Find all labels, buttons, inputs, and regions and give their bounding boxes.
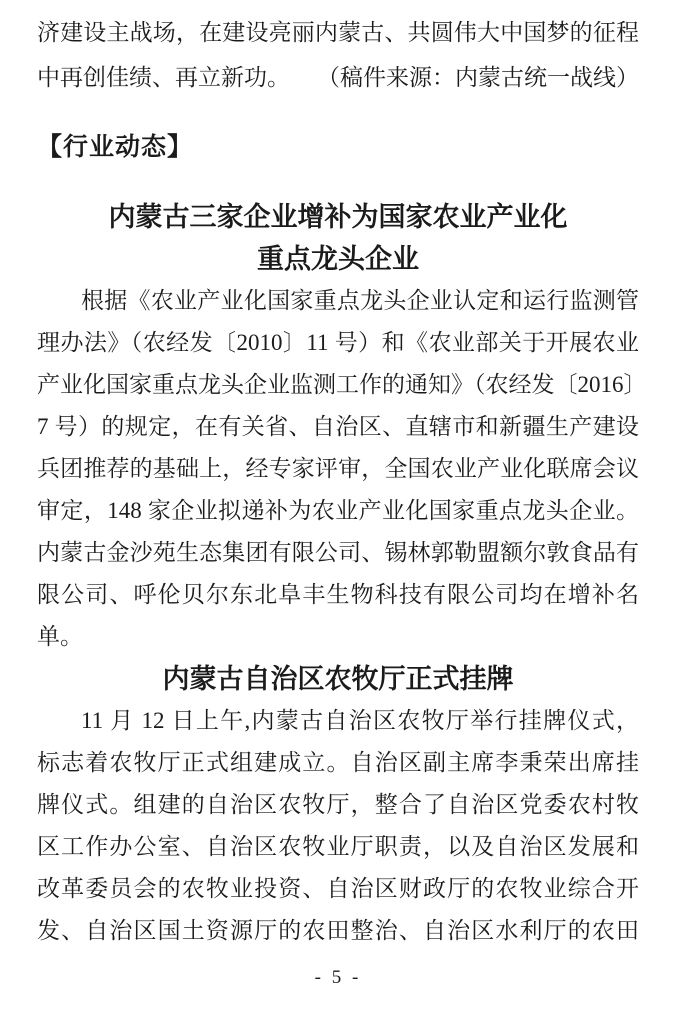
intro-paragraph (37, 10, 639, 100)
intro-line-1: 济建设主战场，在建设亮丽内蒙古、共圆伟大中国梦的征程 (37, 20, 639, 45)
article2-body-line: 11 月 12 日上午,内蒙古自治区农牧厅举行挂牌仪式， (81, 708, 639, 733)
article2-body-line: 改革委员会的农牧业投资、自治区财政厅的农牧业综合开 (37, 876, 639, 901)
article1-title (37, 196, 639, 280)
article1-body-line: 限公司、呼伦贝尔东北阜丰生物科技有限公司均在增补名 (37, 582, 639, 607)
source-attribution: （稿件来源：内蒙古统一战线） (317, 65, 639, 90)
article1-body-line: 7 号）的规定，在有关省、自治区、直辖市和新疆生产建设 (37, 414, 639, 439)
article1-title-line-2: 重点龙头企业 (257, 244, 419, 274)
intro-line-2-text: 中再创佳绩、再立新功。 (37, 65, 290, 90)
intro-line-2 (37, 55, 639, 100)
article2-body-line: 区工作办公室、自治区农牧业厅职责，以及自治区发展和 (37, 834, 639, 859)
article1-body-line: 审定，148 家企业拟递补为农业产业化国家重点龙头企业。 (37, 498, 639, 523)
article2-body (37, 700, 639, 952)
section-header-industry-news: 【行业动态】 (37, 133, 194, 161)
article1-body-line: 产业化国家重点龙头企业监测工作的通知》（农经发〔2016〕 (37, 372, 647, 397)
article1-body-line: 兵团推荐的基础上，经专家评审，全国农业产业化联席会议 (37, 456, 639, 481)
article1-body-line: 内蒙古金沙苑生态集团有限公司、锡林郭勒盟额尔敦食品有 (37, 540, 639, 565)
article1-title-line-1: 内蒙古三家企业增补为国家农业产业化 (108, 202, 568, 232)
article1-body (37, 280, 647, 658)
article2-body-line: 牌仪式。组建的自治区农牧厅，整合了自治区党委农村牧 (37, 792, 639, 817)
article1-body-line: 单。 (37, 624, 83, 649)
article1-body-line: 根据《农业产业化国家重点龙头企业认定和运行监测管 (81, 288, 639, 313)
page-number: - 5 - (314, 967, 362, 988)
article2-body-line: 发、自治区国土资源厅的农田整治、自治区水利厅的农田 (37, 918, 639, 943)
article2-title: 内蒙古自治区农牧厅正式挂牌 (162, 664, 514, 694)
article1-body-line: 理办法》（农经发〔2010〕11 号）和《农业部关于开展农业 (37, 330, 639, 355)
article2-body-line: 标志着农牧厅正式组建成立。自治区副主席李秉荣出席挂 (37, 750, 639, 775)
